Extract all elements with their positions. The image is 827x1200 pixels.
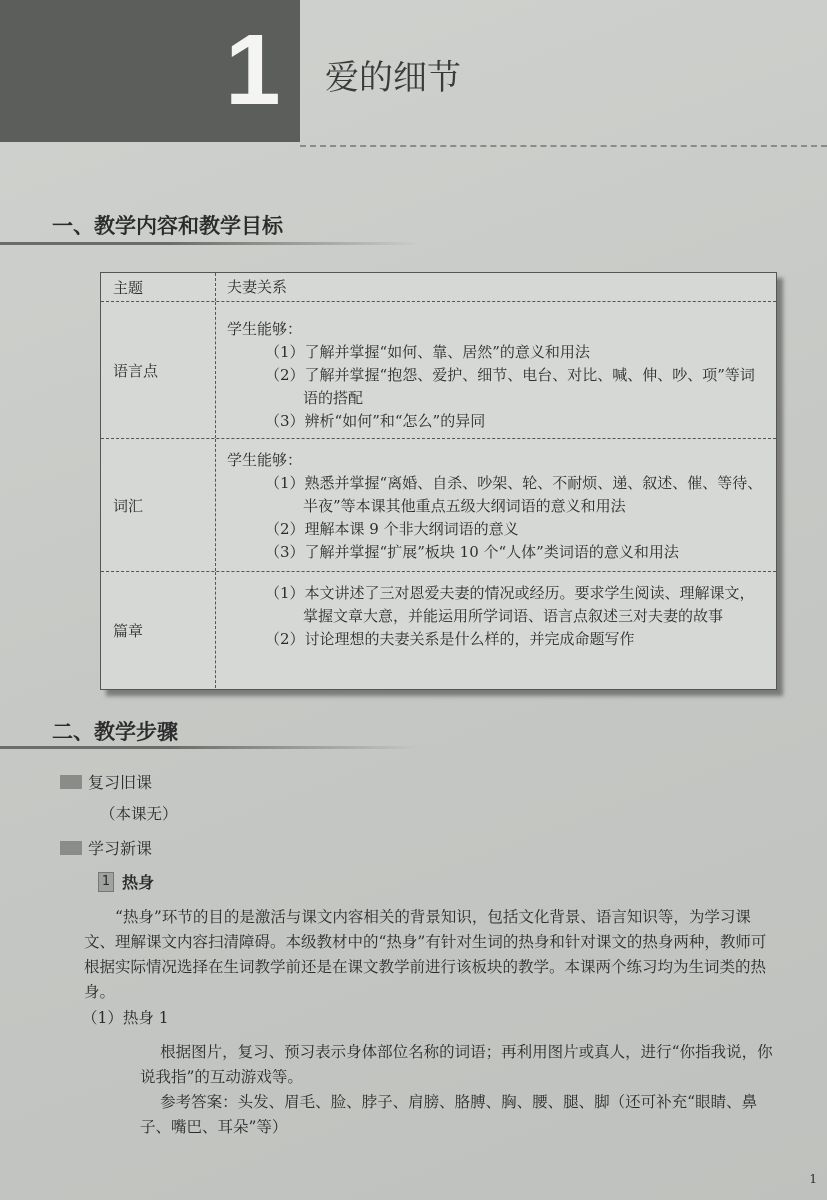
- row-intro: 学生能够：: [227, 451, 303, 469]
- subheading-marker: [60, 775, 82, 789]
- warmup-heading: [98, 870, 154, 893]
- table-row: [101, 439, 776, 572]
- page-number: 1: [809, 1172, 817, 1186]
- row-content: [217, 582, 768, 651]
- row-content: 夫妻关系: [227, 278, 288, 296]
- table-row: [101, 572, 776, 688]
- warmup1-paragraph: 根据图片，复习、预习表示身体部位名称的词语；再利用图片或真人，进行“你指我说，你说我指”的互动游戏等。: [140, 1043, 773, 1086]
- subheading-marker: [60, 841, 82, 855]
- row-intro: 学生能够：: [227, 320, 303, 338]
- row-item: （3）辨析“如何”和“怎么”的异同: [265, 412, 486, 430]
- table-row: [101, 302, 776, 439]
- row-label: 语言点: [101, 302, 216, 438]
- row-item: （1）了解并掌握“如何、靠、居然”的意义和用法: [265, 343, 590, 361]
- subheading-new: [60, 836, 152, 859]
- review-note: （本课无）: [100, 805, 178, 823]
- warmup-title: 热身: [122, 873, 155, 892]
- row-item: （2）讨论理想的夫妻关系是什么样的，并完成命题写作: [265, 630, 635, 648]
- row-label: 篇章: [101, 572, 216, 688]
- new-lesson-title: 学习新课: [88, 839, 153, 858]
- row-content: [217, 449, 768, 564]
- section-underline-1: [0, 242, 420, 245]
- row-item: （2）理解本课 9 个非大纲词语的意义: [265, 520, 519, 538]
- warmup1-answer: 参考答案：头发、眉毛、脸、脖子、肩膀、胳膊、胸、腰、腿、脚（还可补充“眼睛、鼻子、嘴巴、耳朵”等）: [140, 1093, 758, 1136]
- subheading-review: [60, 770, 152, 793]
- row-content: [217, 318, 768, 433]
- section-heading-2: 二、教学步骤: [52, 720, 178, 744]
- row-item: （2）了解并掌握“抱怨、爱护、细节、电台、对比、喊、伸、吵、项”等词语的搭配: [265, 366, 755, 407]
- review-title: 复习旧课: [88, 773, 153, 792]
- section-underline-2: [0, 746, 420, 749]
- row-item: （1）本文讲述了三对恩爱夫妻的情况或经历。要求学生阅读、理解课文，掌握文章大意，并能运用所学词语、语言点叙述三对夫妻的故事: [265, 584, 755, 625]
- objectives-table: [100, 272, 777, 690]
- section-heading-1: 一、教学内容和教学目标: [52, 214, 283, 238]
- warmup-number-badge: 1: [98, 872, 114, 892]
- row-label: 词汇: [101, 439, 216, 571]
- lesson-title: 爱的细节: [325, 58, 461, 98]
- header-divider: [300, 145, 827, 147]
- row-item: （3）了解并掌握“扩展”板块 10 个“人体”类词语的意义和用法: [265, 543, 679, 561]
- warmup1-title: （1）热身 1: [82, 1009, 169, 1027]
- table-row: [101, 273, 776, 302]
- warmup-paragraph: “热身”环节的目的是激活与课文内容相关的背景知识，包括文化背景、语言知识等，为学习课文、理解课文内容扫清障碍。本级教材中的“热身”有针对生词的热身和针对课文的热身两种，教师可根据实际情况选择在生词教学前还是在课文教学前进行该板块的教学。本课两个练习均为生词类的热身。: [84, 908, 767, 1001]
- row-item: （1）熟悉并掌握“离婚、自杀、吵架、轮、不耐烦、递、叙述、催、等待、半夜”等本课其他重点五级大纲词语的意义和用法: [265, 474, 763, 515]
- lesson-number: 1: [225, 14, 281, 126]
- row-label: 主题: [101, 273, 216, 301]
